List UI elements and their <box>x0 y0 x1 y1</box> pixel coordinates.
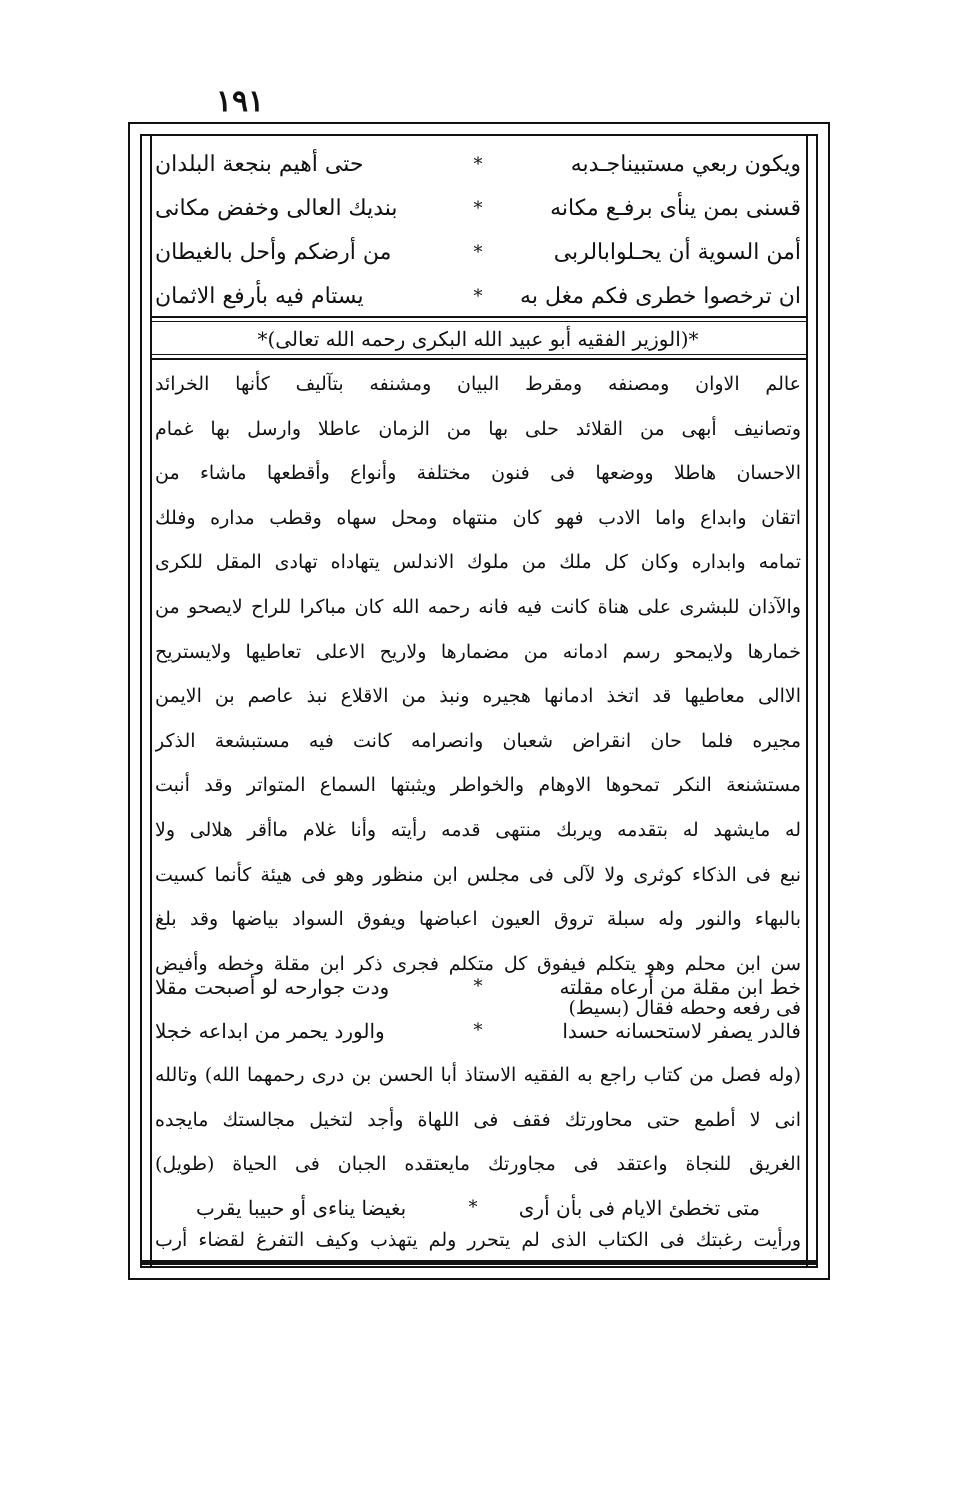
verse-second-hemistich: من أرضكم وأحل بالغيطان <box>155 240 392 265</box>
page-number: ١٩١ <box>215 84 265 119</box>
verse-first-hemistich: ان ترخصوا خطرى فكم مغل به <box>520 284 801 309</box>
prose-closing <box>155 1220 801 1260</box>
verse-first-hemistich: ويكون ربعي مستبيناجـدبه <box>570 152 801 177</box>
verse-second-hemistich: يستام فيه بأرفع الاثمان <box>155 284 364 309</box>
prose-line: فى رفعه وحطه فقال (بسيط) <box>568 997 801 1020</box>
prose-line: الغريق للنجاة واعتقد فى مجاورتك مايعتقده الجبان فى الحياة (طويل) <box>155 1153 801 1176</box>
verse-line <box>155 965 801 1009</box>
prose-line: خمارها ولايمحو رسم ادمانه من مضمارها ولاريح الاعلى تعاطيها ولايستريح <box>155 640 801 663</box>
verse-line <box>155 275 801 319</box>
frame-bottom-rule <box>140 1260 818 1265</box>
verse-separator: * <box>473 286 483 307</box>
prose-body-letter <box>155 1053 801 1187</box>
verse-second-hemistich: حتى أهيم بنجعة البلدان <box>155 152 364 177</box>
verse-separator: * <box>473 1020 483 1041</box>
prose-line: تمامه وابداره وكان كل ملك من ملوك الاندلس يتهاداه تهادى المقل للكرى <box>155 551 801 574</box>
prose-line: بالبهاء والنور وله سبلة تروق العيون اعباضها ويفوق السواد بياضها وقد بلغ <box>155 908 801 931</box>
verse-first-hemistich: قسنى بمن ينأى برفـع مكانه <box>550 196 801 221</box>
verse-separator: * <box>473 242 483 263</box>
section-heading: *(الوزير الفقيه أبو عبيد الله البكرى رحمه الله تعالى)* <box>257 327 699 351</box>
verse-separator: * <box>468 1197 478 1218</box>
verse-first-hemistich: أمن السوية أن يحـلوابالربى <box>553 240 801 265</box>
prose-line: له مايشهد له بتقدمه ويربك منتهى قدمه رأيته وأنا غلام ماأقر هلالى ولا <box>155 818 801 841</box>
verses-top <box>155 143 801 319</box>
verses-middle <box>155 965 801 1053</box>
prose-line: سن ابن محلم وهو يتكلم فيفوق كل متكلم فجرى ذكر ابن مقلة وخطه وأفيض <box>155 952 801 975</box>
prose-line: انى لا أطمع حتى محاورتك فقف فى اللهاة وأجد لتخيل مجالستك مايجده <box>155 1108 801 1131</box>
verse-second-hemistich: بنديك العالى وخفض مكانى <box>155 196 398 221</box>
verse-first-hemistich: متى تخطئ الايام فى بأن أرى <box>518 1196 760 1220</box>
frame-rule-right <box>806 134 808 1268</box>
prose-line: (وله فصل من كتاب راجع به الفقيه الاستاذ أبا الحسن بن درى رحمهما الله) وتالله <box>155 1064 801 1086</box>
prose-line: الاالى معاطيها قد اتخذ ادمانها هجيره ونبذ من الاقلاع نبذ عاصم بن الايمن <box>155 685 801 708</box>
verse-separator: * <box>473 154 483 175</box>
verse-second-hemistich: والورد يحمر من ابداعه خجلا <box>155 1019 385 1043</box>
verse-line <box>155 187 801 231</box>
prose-body <box>155 362 801 1031</box>
prose-line: وتصانيف أبهى من القلائد حلى بها من الزمان عاطلا وارسل بها غمام <box>155 417 801 440</box>
prose-line: نبع فى الذكاء كوثرى ولا لآلى فى مجلس ابن منظور وهو فى هيئة كأنما كسيت <box>155 863 801 886</box>
verse-separator: * <box>473 976 483 997</box>
verse-line <box>155 1009 801 1053</box>
prose-line: مستشنعة النكر تمحوها الاوهام والخواطر ويثبتها السماع المتواتر وقد أنبت <box>155 774 801 797</box>
prose-line: مجيره فلما حان انقراض شعبان وانصرامه كانت فيه مستبشعة الذكر <box>155 729 801 752</box>
verse-second-hemistich: بغيضا يناءى أو حبيبا يقرب <box>196 1196 407 1220</box>
verse-second-hemistich: ودت جوارحه لو أصبحت مقلا <box>155 975 390 999</box>
verse-line <box>155 143 801 187</box>
prose-line: اتقان وابداع واما الادب فهو كان منتهاه ومحل سهاه وقطب مداره وفلك <box>155 506 801 529</box>
section-heading-box <box>150 316 806 360</box>
prose-line: الاحسان هاطلا ووضعها فى فنون مختلفة وأنواع وأقطعها ماشاء من <box>155 462 801 485</box>
verse-line <box>155 231 801 275</box>
verse-separator: * <box>473 198 483 219</box>
verse-first-hemistich: خط ابن مقلة من أرعاه مقلته <box>559 975 801 999</box>
prose-line: ورأيت رغبتك فى الكتاب الذى لم يتحرر ولم يتهذب وكيف التفرغ لقضاء أرب <box>155 1229 801 1251</box>
verse-first-hemistich: فالدر يصفر لاستحسانه حسدا <box>562 1019 801 1043</box>
frame-rule-left <box>150 134 152 1268</box>
prose-line: والآذان للبشرى على هناة كانت فيه فانه رحمه الله كان مباكرا للراح لايصحو من <box>155 595 801 618</box>
prose-line: عالم الاوان ومصنفه ومقرط البيان ومشنفه بتآليف كأنها الخرائد <box>155 373 801 395</box>
